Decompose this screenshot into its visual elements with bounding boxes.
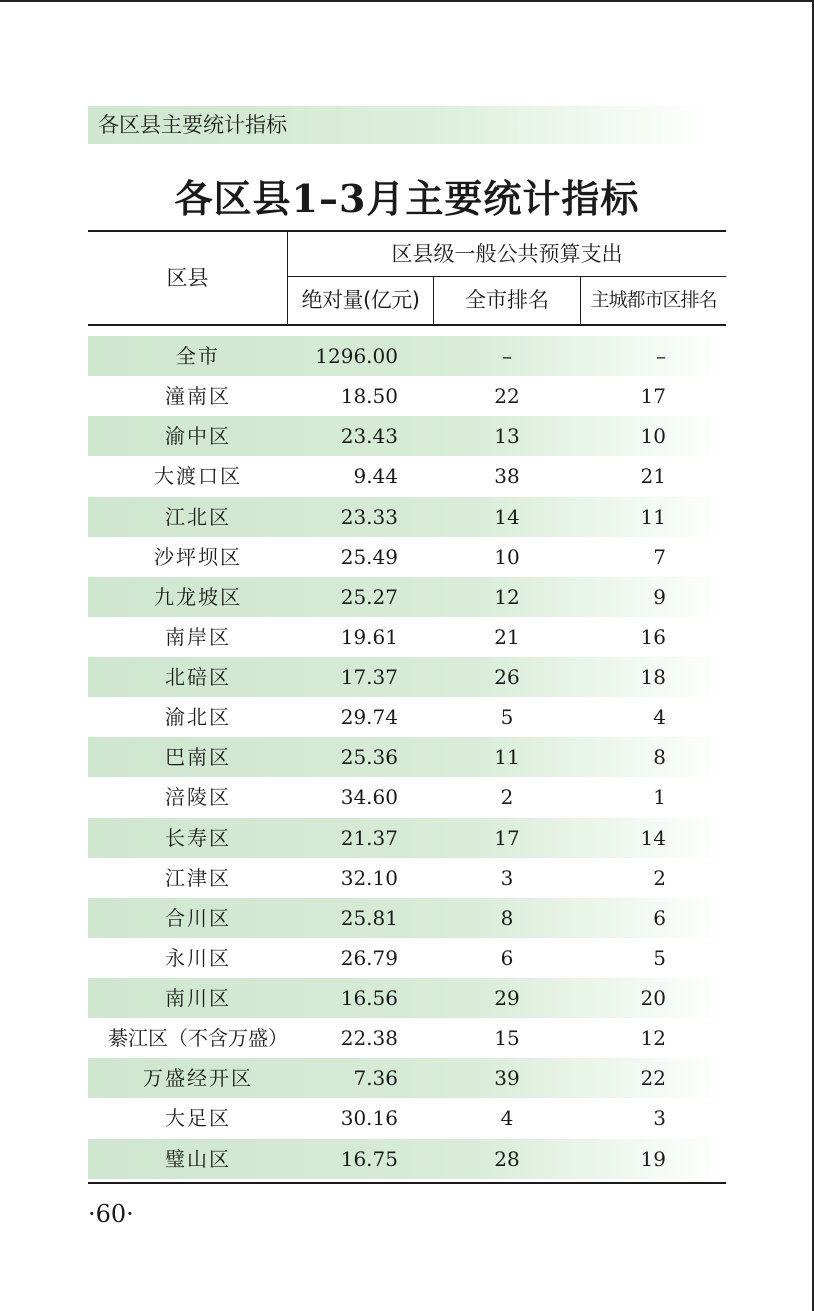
district-name: 北碚区 <box>165 665 231 689</box>
city-rank: 17 <box>494 825 520 850</box>
table-row <box>88 1098 726 1138</box>
budget-value: 17.37 <box>340 665 398 689</box>
main-city-rank: 14 <box>640 825 666 850</box>
district-name: 九龙坡区 <box>154 584 242 609</box>
city-rank: 22 <box>494 384 520 409</box>
budget-value: 7.36 <box>353 1066 398 1091</box>
table-row <box>88 537 726 577</box>
district-name: 永川区 <box>165 945 231 970</box>
header-budget-group: 区县级一般公共预算支出 <box>391 242 623 266</box>
header-bottom-rule <box>88 324 726 326</box>
page-number: ·60· <box>88 1200 134 1228</box>
budget-value: 32.10 <box>340 865 398 890</box>
table-row <box>88 657 726 697</box>
city-rank: 8 <box>500 905 514 930</box>
budget-value: 23.33 <box>340 504 398 529</box>
main-city-rank: 6 <box>653 905 666 930</box>
table-row <box>88 456 726 496</box>
district-name: 长寿区 <box>165 825 231 850</box>
city-rank: 38 <box>494 464 520 489</box>
district-name: 涪陵区 <box>165 785 231 810</box>
city-rank: 39 <box>494 1066 520 1091</box>
city-rank: – <box>502 344 512 368</box>
main-city-rank: 20 <box>640 986 666 1010</box>
table-row <box>88 376 726 416</box>
main-city-rank: 1 <box>653 785 666 810</box>
main-city-rank: 7 <box>653 544 666 569</box>
budget-value: 16.56 <box>340 986 398 1010</box>
page-border-top <box>0 0 814 2</box>
district-name: 潼南区 <box>165 384 231 409</box>
main-city-rank: 5 <box>653 945 666 970</box>
budget-value: 19.61 <box>340 624 398 649</box>
main-city-rank: 8 <box>653 745 666 770</box>
budget-value: 25.36 <box>340 745 398 770</box>
budget-value: 22.38 <box>340 1026 398 1051</box>
budget-value: 23.43 <box>340 424 398 449</box>
table-row <box>88 1018 726 1058</box>
city-rank: 5 <box>500 705 514 730</box>
main-city-rank: 19 <box>640 1146 666 1171</box>
budget-value: 9.44 <box>353 464 398 489</box>
main-city-rank: – <box>656 344 666 368</box>
table-row <box>88 737 726 777</box>
table-row <box>88 497 726 537</box>
budget-value: 26.79 <box>340 945 398 970</box>
table-row <box>88 978 726 1018</box>
table-bottom-rule <box>88 1182 726 1184</box>
budget-value: 25.49 <box>340 544 398 569</box>
table-row <box>88 898 726 938</box>
budget-value: 1296.00 <box>315 344 398 368</box>
budget-value: 34.60 <box>340 785 398 810</box>
main-city-rank: 17 <box>640 384 666 409</box>
table-row <box>88 858 726 898</box>
table-row <box>88 1139 726 1179</box>
main-city-rank: 11 <box>640 504 666 529</box>
budget-value: 25.81 <box>340 905 398 930</box>
district-name: 江津区 <box>165 865 231 890</box>
city-rank: 15 <box>494 1026 520 1051</box>
city-rank: 13 <box>494 424 520 449</box>
district-name: 江北区 <box>165 504 231 529</box>
main-city-rank: 9 <box>653 584 666 609</box>
budget-value: 18.50 <box>340 384 398 409</box>
district-name: 綦江区（不含万盛） <box>108 1026 288 1051</box>
district-name: 大渡口区 <box>154 464 242 489</box>
table-row <box>88 697 726 737</box>
district-name: 南川区 <box>165 986 231 1010</box>
district-name: 合川区 <box>165 905 231 930</box>
city-rank: 28 <box>494 1146 520 1171</box>
district-name: 万盛经开区 <box>143 1066 253 1091</box>
city-rank: 29 <box>494 986 520 1010</box>
budget-value: 21.37 <box>340 825 398 850</box>
main-city-rank: 2 <box>653 865 666 890</box>
city-rank: 10 <box>494 544 520 569</box>
main-city-rank: 3 <box>653 1106 666 1131</box>
district-name: 渝中区 <box>165 424 231 449</box>
budget-value: 25.27 <box>340 584 398 609</box>
district-name: 沙坪坝区 <box>154 544 242 569</box>
header-main-city-rank: 主城都市区排名 <box>590 289 717 311</box>
table-body <box>88 336 726 1179</box>
city-rank: 2 <box>500 785 514 810</box>
main-city-rank: 16 <box>640 624 666 649</box>
header-city-rank: 全市排名 <box>465 288 549 312</box>
table-row <box>88 336 726 376</box>
budget-value: 16.75 <box>340 1146 398 1171</box>
city-rank: 26 <box>494 665 520 689</box>
header-district: 区县 <box>166 266 209 290</box>
table-row <box>88 818 726 858</box>
city-rank: 3 <box>500 865 514 890</box>
main-city-rank: 4 <box>653 705 666 730</box>
district-name: 大足区 <box>165 1106 231 1131</box>
table-row <box>88 938 726 978</box>
budget-value: 29.74 <box>340 705 398 730</box>
main-city-rank: 12 <box>640 1026 666 1051</box>
main-city-rank: 21 <box>640 464 666 489</box>
page-title: 各区县1–3月主要统计指标 <box>174 176 640 221</box>
city-rank: 6 <box>500 945 514 970</box>
budget-value: 30.16 <box>340 1106 398 1131</box>
city-rank: 14 <box>494 504 520 529</box>
district-name: 南岸区 <box>165 624 231 649</box>
table-row <box>88 1058 726 1098</box>
table-row <box>88 777 726 817</box>
district-name: 渝北区 <box>165 705 231 730</box>
district-name: 璧山区 <box>165 1146 231 1171</box>
city-rank: 21 <box>494 624 520 649</box>
main-city-rank: 10 <box>640 424 666 449</box>
table-row <box>88 416 726 456</box>
city-rank: 12 <box>494 584 520 609</box>
table-row <box>88 577 726 617</box>
section-banner: 各区县主要统计指标 <box>88 106 714 144</box>
district-name: 巴南区 <box>165 745 231 770</box>
main-city-rank: 18 <box>640 665 666 689</box>
city-rank: 4 <box>500 1106 514 1131</box>
table-row <box>88 617 726 657</box>
district-name: 全市 <box>176 344 220 368</box>
city-rank: 11 <box>494 745 520 770</box>
main-city-rank: 22 <box>640 1066 666 1091</box>
header-absolute-value: 绝对量(亿元) <box>301 288 420 312</box>
